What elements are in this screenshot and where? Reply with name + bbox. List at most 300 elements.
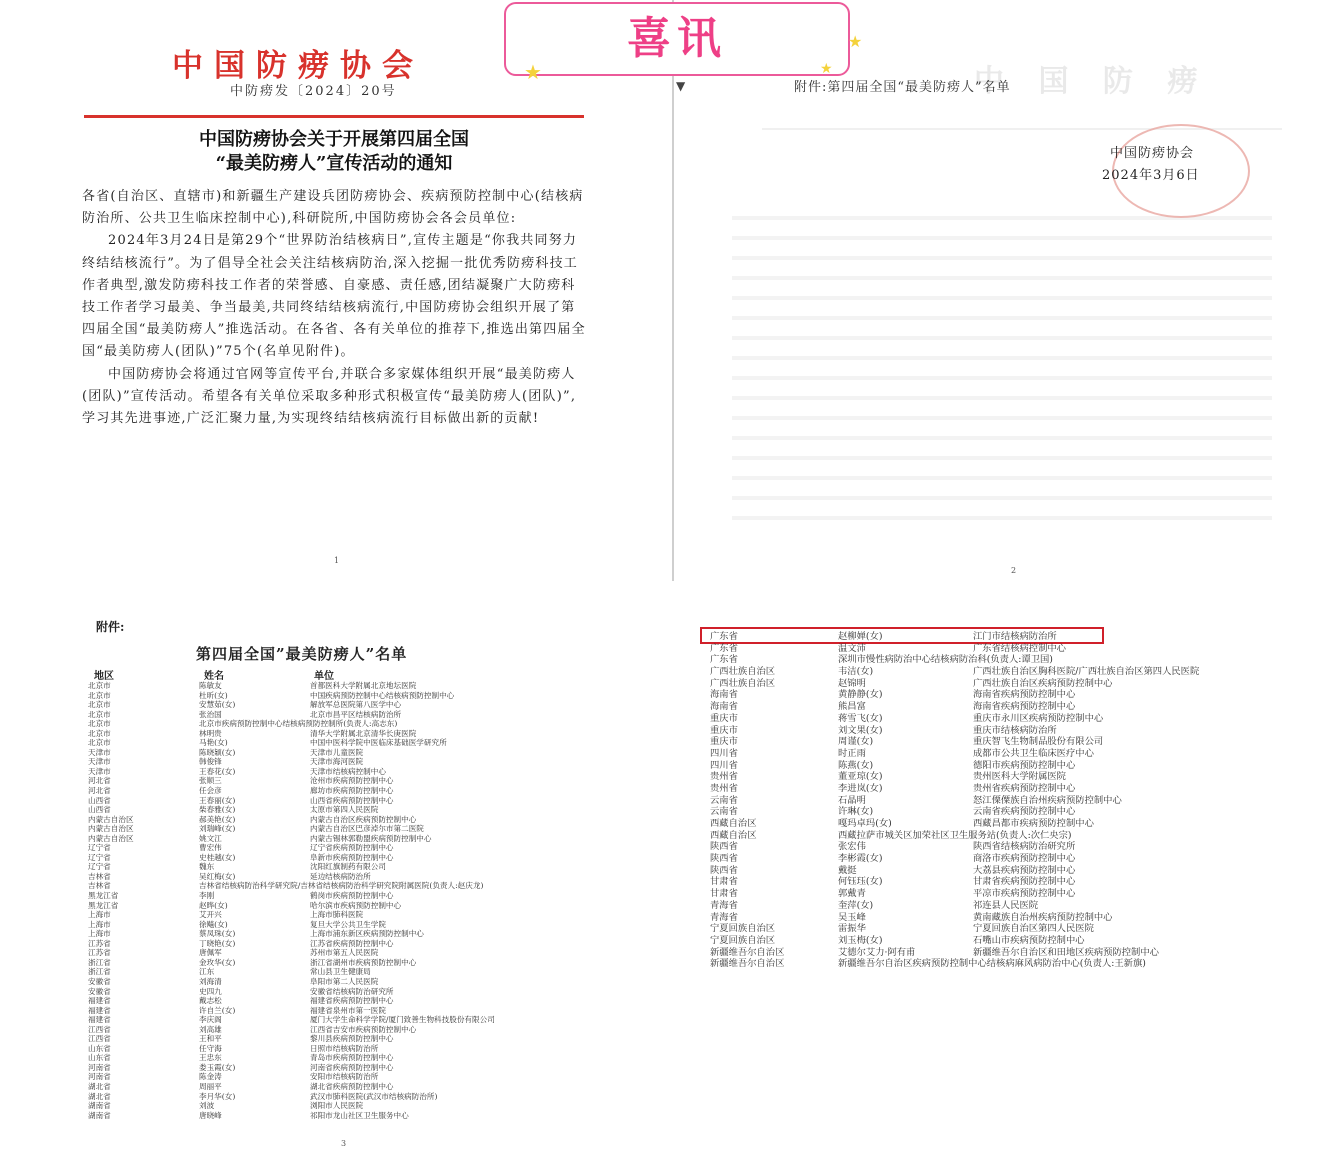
cell-name: 马艳(女) [199,738,228,748]
column-header-region: 地区 [94,671,114,682]
cell-unit: 海南省疾病预防控制中心 [973,701,1076,713]
cell-unit: 广东省结核病控制中心 [973,642,1066,654]
cell-name: 任守海 [199,1043,222,1053]
list-row [88,881,495,891]
list-row [88,996,495,1006]
cell-name: 任会彦 [199,786,222,796]
cell-unit: 福建省疾病预防控制中心 [310,996,394,1006]
cell-region: 湖南省 [88,1101,111,1111]
cell-unit: 云南省疾病预防控制中心 [973,806,1076,818]
cell-unit: 鹤岗市疾病预防控制中心 [310,891,394,901]
list-row [710,958,1199,970]
list-row [88,929,495,939]
cell-name: 刘玉梅(女) [838,934,883,946]
cell-name: 吴红梅(女) [199,871,236,881]
list-row [710,666,1199,678]
cell-region: 吉林省 [88,881,111,891]
cell-unit: 成都市公共卫生临床医疗中心 [973,747,1094,759]
list-row [710,865,1199,877]
star-icon: ▼ [676,79,686,93]
cell-region: 甘肃省 [710,888,738,900]
cell-unit: 中国中医科学院中医临床基础医学研究所 [310,738,447,748]
cell-region: 上海市 [88,919,111,929]
page-number: 3 [341,1139,347,1148]
cell-region: 内蒙古自治区 [88,814,134,824]
star-icon: ★ [848,32,863,51]
list-row [88,729,495,739]
list-row [88,967,495,977]
cell-region: 贵州省 [710,782,738,794]
list-row [88,681,495,691]
cell-region: 天津市 [88,757,111,767]
cell-region: 北京市 [88,728,111,738]
list-row [710,923,1199,935]
cell-name: 曹宏伟 [199,843,222,853]
cell-unit: 新疆维吾尔自治区和田地区疾病预防控制中心 [973,946,1159,958]
cell-unit: 中国疾病预防控制中心结核病预防控制中心 [310,690,455,700]
signature-org: 中国防痨协会 [1110,146,1195,161]
cell-region: 北京市 [88,700,111,710]
cell-name: 魏东 [199,862,215,872]
cell-unit: 上海市浦东新区疾病预防控制中心 [310,929,424,939]
cell-unit: 海南省疾病预防控制中心 [973,689,1076,701]
cell-region: 山东省 [88,1043,111,1053]
list-row [88,891,495,901]
cell-name: 柴春雅(女) [199,805,236,815]
cell-unit: 阜新市疾病预防控制中心 [310,852,394,862]
cell-name: 蔡凤珠(女) [199,929,236,939]
cell-region: 北京市 [88,681,111,690]
list-row [710,654,1199,666]
cell-name: 安慧茹(女) [199,700,236,710]
document-page-2 [672,0,1344,581]
cell-region: 山西省 [88,795,111,805]
page-divider [672,0,674,581]
cell-region: 河北省 [88,776,111,786]
cell-region: 新疆维吾尔自治区 [710,958,785,970]
list-row [88,1092,495,1102]
cell-unit: 广西壮族自治区胸科医院/广西壮族自治区第四人民医院 [973,666,1200,678]
notice-body [82,186,587,430]
list-row [88,824,495,834]
cell-region: 浙江省 [88,967,111,977]
cell-name: 北京市疾病预防控制中心结核病预防控制所(负责人:高志东) [199,719,398,729]
cell-name: 刘瑞峰(女) [199,824,236,834]
list-row [710,783,1199,795]
cell-name: 石晶明 [838,794,866,806]
cell-name: 董亚琼(女) [838,771,883,783]
cell-region: 福建省 [88,996,111,1006]
cell-name: 韦洁(女) [838,666,874,678]
cell-unit: 沈阳红旗制药有限公司 [310,862,386,872]
list-row [88,1006,495,1016]
cell-unit: 延边结核病防治所 [310,871,371,881]
cell-unit: 复旦大学公共卫生学院 [310,919,386,929]
notice-title [84,128,584,176]
document-page-3 [0,581,672,1162]
cell-name: 李彬霞(女) [838,853,883,865]
cell-region: 河南省 [88,1072,111,1082]
cell-region: 福建省 [88,1005,111,1015]
cell-name: 刘波 [199,1101,215,1111]
cell-unit: 江门市结核病防治所 [973,631,1057,642]
cell-unit: 青岛市疾病预防控制中心 [310,1053,394,1063]
cell-region: 安徽省 [88,976,111,986]
cell-unit: 石嘴山市疾病预防控制中心 [973,934,1085,946]
cell-unit: 阜阳市第二人民医院 [310,976,379,986]
cell-region: 海南省 [710,689,738,701]
cell-name: 吉林省结核病防治科学研究院/吉林省结核病防治科学研究院附属医院(负责人:赵庆龙) [199,881,484,891]
cell-name: 蒋雪飞(女) [838,712,883,724]
cell-name: 林明贵 [199,728,222,738]
cell-unit: 天津市海河医院 [310,757,364,767]
list-row [710,748,1199,760]
cell-unit: 重庆智飞生物制品股份有限公司 [973,736,1104,748]
list-row [710,888,1199,900]
awardee-list [710,631,1199,970]
cell-unit: 平凉市疾病预防控制中心 [973,888,1076,900]
cell-region: 宁夏回族自治区 [710,934,776,946]
cell-unit: 湖北省疾病预防控制中心 [310,1081,394,1091]
column-header-name: 姓名 [204,671,224,682]
cell-region: 上海市 [88,929,111,939]
list-row [88,1101,495,1111]
awardee-list [88,681,495,1120]
list-row [710,631,1199,643]
cell-region: 北京市 [88,709,111,719]
cell-unit: 江苏省疾病预防控制中心 [310,938,394,948]
list-row [710,713,1199,725]
cell-name: 熊昌富 [838,701,866,713]
bleed-through-text: 中 国 防 痨 [974,64,1210,99]
cell-name: 雷振华 [838,923,866,935]
list-row [88,805,495,815]
cell-name: 刘海清 [199,976,222,986]
list-row [88,1053,495,1063]
cell-region: 内蒙古自治区 [88,824,134,834]
cell-name: 陈敏友 [199,681,222,690]
list-row [88,1015,495,1025]
list-row [88,1034,495,1044]
list-row [710,853,1199,865]
list-row [710,689,1199,701]
cell-name: 赵锦明 [838,677,866,689]
salutation: 各省(自治区、直辖市)和新疆生产建设兵团防痨协会、疾病预防控制中心(结核病防治所、公共卫生临床控制中心),科研院所,中国防痨协会各会员单位: [82,189,584,227]
cell-region: 江西省 [88,1034,111,1044]
cell-name: 丁晓艳(女) [199,938,236,948]
cell-region: 青海省 [710,899,738,911]
list-row [88,834,495,844]
cell-name: 郭戴青 [838,888,866,900]
list-row [710,736,1199,748]
cell-name: 李庆阁 [199,1015,222,1025]
cell-unit: 内蒙古自治区疾病预防控制中心 [310,814,417,824]
cell-name: 王春丽(女) [199,795,236,805]
org-title: 中国防痨协会 [172,48,424,84]
list-row [88,901,495,911]
cell-region: 河北省 [88,786,111,796]
cell-region: 海南省 [710,701,738,713]
cell-region: 重庆市 [710,724,738,736]
cell-name: 温文沛 [838,642,866,654]
cell-unit: 安徽省结核病防治研究所 [310,986,394,996]
cell-region: 河南省 [88,1062,111,1072]
list-row [88,710,495,720]
cell-name: 陈金涛 [199,1072,222,1082]
cell-region: 广西壮族自治区 [710,677,776,689]
list-row [88,1111,495,1121]
cell-unit: 清华大学附属北京清华长庚医院 [310,728,417,738]
cell-name: 何钰珏(女) [838,876,883,888]
cell-unit: 黎川县疾病预防控制中心 [310,1034,394,1044]
cell-name: 陈晓颖(女) [199,747,236,757]
cell-region: 黑龙江省 [88,900,119,910]
cell-name: 艾开兴 [199,910,222,920]
cell-region: 山东省 [88,1053,111,1063]
notice-title-line-2: “最美防痨人”宣传活动的通知 [215,153,453,174]
cell-name: 李刚 [199,891,215,901]
cell-region: 西藏自治区 [710,829,757,841]
cell-name: 史四九 [199,986,222,996]
star-icon: ★ [524,60,542,84]
list-row [88,719,495,729]
cell-region: 吉林省 [88,871,111,881]
cell-unit: 德阳市疾病预防控制中心 [973,759,1076,771]
cell-name: 戴挺 [838,864,857,876]
list-row [710,643,1199,655]
list-row [88,958,495,968]
list-row [88,757,495,767]
cell-region: 上海市 [88,910,111,920]
list-row [88,977,495,987]
cell-region: 宁夏回族自治区 [710,923,776,935]
cell-name: 周丽平 [199,1081,222,1091]
cell-name: 黄静静(女) [838,689,883,701]
cell-name: 娄玉霞(女) [199,1062,236,1072]
cell-region: 广东省 [710,654,738,666]
cell-region: 陕西省 [710,853,738,865]
cell-name: 郝美艳(女) [199,814,236,824]
list-row [710,912,1199,924]
list-row [88,987,495,997]
cell-region: 北京市 [88,719,111,729]
cell-name: 新疆维吾尔自治区疾病预防控制中心结核病麻风病防治中心(负责人:王新旗) [838,958,1146,970]
cell-name: 江东 [199,967,215,977]
notice-title-line-1: 中国防痨协会关于开展第四届全国 [199,129,469,150]
cell-unit: 太原市第四人民医院 [310,805,379,815]
cell-unit: 广西壮族自治区疾病预防控制中心 [973,677,1113,689]
cell-unit: 日照市结核病防治所 [310,1043,379,1053]
column-header-unit: 单位 [314,671,334,682]
list-row [88,738,495,748]
list-row [710,947,1199,959]
document-number: 中防痨发〔2024〕20号 [230,84,397,99]
cell-region: 重庆市 [710,736,738,748]
cell-unit: 商洛市疾病预防控制中心 [973,853,1076,865]
cell-unit: 内蒙古自治区巴彦淖尔市第二医院 [310,824,424,834]
list-row [710,771,1199,783]
cell-region: 安徽省 [88,986,111,996]
cell-unit: 浙江省湖州市疾病预防控制中心 [310,957,417,967]
list-row [88,939,495,949]
list-row [88,815,495,825]
cell-region: 湖北省 [88,1091,111,1101]
cell-region: 辽宁省 [88,852,111,862]
cell-region: 湖北省 [88,1081,111,1091]
list-title: 第四届全国”最美防痨人”名单 [196,645,408,663]
cell-unit: 廊坊市疾病预防控制中心 [310,786,394,796]
cell-region: 江西省 [88,1024,111,1034]
cell-unit: 苏州市第五人民医院 [310,948,379,958]
cell-unit: 黄南藏族自治州疾病预防控制中心 [973,911,1113,923]
list-row [88,700,495,710]
cell-region: 福建省 [88,1015,111,1025]
cell-name: 杜昕(女) [199,690,228,700]
cell-region: 浙江省 [88,957,111,967]
cell-unit: 安阳市结核病防治所 [310,1072,379,1082]
list-row [88,910,495,920]
list-row [710,818,1199,830]
cell-unit: 江西省吉安市疾病预防控制中心 [310,1024,417,1034]
list-row [710,678,1199,690]
cell-name: 王忠东 [199,1053,222,1063]
cell-unit: 天津市结核病控制中心 [310,766,386,776]
cell-region: 北京市 [88,690,111,700]
cell-name: 刘高雄 [199,1024,222,1034]
cell-region: 辽宁省 [88,862,111,872]
cell-region: 湖南省 [88,1110,111,1120]
signature-date: 2024年3月6日 [1102,168,1200,183]
cell-unit: 贵州医科大学附属医院 [973,771,1066,783]
list-row [88,796,495,806]
list-row [710,795,1199,807]
cell-name: 徐飚(女) [199,919,228,929]
cell-unit: 浏阳市人民医院 [310,1101,364,1111]
cell-region: 天津市 [88,747,111,757]
cell-region: 天津市 [88,766,111,776]
red-divider [84,115,584,118]
cell-region: 贵州省 [710,771,738,783]
cell-region: 黑龙江省 [88,891,119,901]
list-row [710,760,1199,772]
cell-unit: 大荔县疾病预防控制中心 [973,864,1076,876]
cell-region: 北京市 [88,738,111,748]
cell-unit: 天津市儿童医院 [310,747,364,757]
cell-region: 广西壮族自治区 [710,666,776,678]
list-row [710,935,1199,947]
list-row [88,1025,495,1035]
body-paragraph-1: 2024年3月24日是第29个“世界防治结核病日”,宣传主题是“你我共同努力 终结结核流行”。为了倡导全社会关注结核病防治,深入挖掘一批优秀防痨科技工作者典型,激发防痨科技工作者的荣誉感、自豪感、责任感,团结凝聚广大防痨科技工作者学习最美、争当最美,共同终结结核病流行,中国防痨协会组织开展了第四届全国“最美防痨人”推选活动。在各省、各有关单位的推荐下,推选出第四届全国“最美防痨人(团队)”75个(名单见附件)。 [82,233,586,360]
list-row [710,841,1199,853]
cell-unit: 山西省疾病预防控制中心 [310,795,394,805]
cell-name: 王春花(女) [199,766,236,776]
cell-name: 嘎玛卓玛(女) [838,818,892,829]
cell-unit: 怒江傈僳族自治州疾病预防控制中心 [973,794,1122,806]
cell-region: 新疆维吾尔自治区 [710,946,785,958]
cell-name: 周谨(女) [838,736,874,748]
list-row [88,786,495,796]
cell-name: 吴玉峰 [838,911,866,923]
cell-name: 许琳(女) [838,806,874,818]
cell-name: 赵晔(女) [199,900,228,910]
list-row [88,1044,495,1054]
document-page-4 [672,581,1344,1162]
cell-unit: 沧州市疾病预防控制中心 [310,776,394,786]
cell-unit: 陕西省结核病防治研究所 [973,841,1076,853]
attachment-label: 附件: [96,620,125,634]
cell-unit: 重庆市结核病防治所 [973,724,1057,736]
list-row [88,843,495,853]
cell-name: 许自兰(女) [199,1005,236,1015]
cell-region: 四川省 [710,747,738,759]
cell-unit: 辽宁省疾病预防控制中心 [310,843,394,853]
list-row [710,830,1199,842]
list-row [88,862,495,872]
cell-region: 青海省 [710,911,738,923]
cell-unit: 北京市昌平区结核病防治所 [310,709,402,719]
cell-unit: 常山县卫生健康局 [310,967,371,977]
cell-unit: 甘肃省疾病预防控制中心 [973,876,1076,888]
list-row [88,1063,495,1073]
cell-name: 赵柳婵(女) [838,631,883,642]
cell-name: 姚文江 [199,833,222,843]
cell-name: 张宏伟 [838,841,866,853]
list-row [710,806,1199,818]
cell-region: 广东省 [710,642,738,654]
list-row [710,900,1199,912]
list-row [88,748,495,758]
bleed-through-lines [732,200,1272,520]
document-page-1 [0,0,672,581]
list-row [88,1082,495,1092]
cell-region: 陕西省 [710,864,738,876]
cell-region: 内蒙古自治区 [88,833,134,843]
page-number: 1 [334,556,340,565]
cell-name: 张治国 [199,709,222,719]
cell-name: 戴志松 [199,996,222,1006]
cell-name: 唐晓峰 [199,1110,222,1120]
cell-unit: 重庆市永川区疾病预防控制中心 [973,712,1104,724]
banner-title: 喜讯 [627,13,727,64]
cell-name: 深圳市慢性病防治中心结核病防治科(负责人:谭卫国) [838,654,1053,666]
cell-unit: 哈尔滨市疾病预防控制中心 [310,900,402,910]
cell-name: 金玫华(女) [199,957,236,967]
cell-name: 唐佩军 [199,948,222,958]
cell-region: 云南省 [710,794,738,806]
cell-region: 四川省 [710,759,738,771]
cell-region: 山西省 [88,805,111,815]
cell-region: 江苏省 [88,948,111,958]
cell-unit: 西藏昌都市疾病预防控制中心 [973,818,1094,829]
list-row [710,701,1199,713]
cell-name: 时正雨 [838,747,866,759]
list-row [88,1072,495,1082]
cell-unit: 厦门大学生命科学学院/厦门致善生物科技股份有限公司 [310,1015,495,1025]
list-row [710,876,1199,888]
cell-unit: 福建省泉州市第一医院 [310,1005,386,1015]
cell-region: 陕西省 [710,841,738,853]
star-icon: ★ [820,61,833,77]
cell-unit: 内蒙古锡林郭勒盟疾病预防控制中心 [310,833,432,843]
cell-unit: 首都医科大学附属北京地坛医院 [310,681,417,690]
cell-name: 刘文果(女) [838,724,883,736]
list-row [88,920,495,930]
cell-region: 广东省 [710,631,738,642]
cell-name: 王和平 [199,1034,222,1044]
cell-unit: 祁连县人民医院 [973,899,1039,911]
cell-name: 陈燕(女) [838,759,874,771]
cell-region: 云南省 [710,806,738,818]
